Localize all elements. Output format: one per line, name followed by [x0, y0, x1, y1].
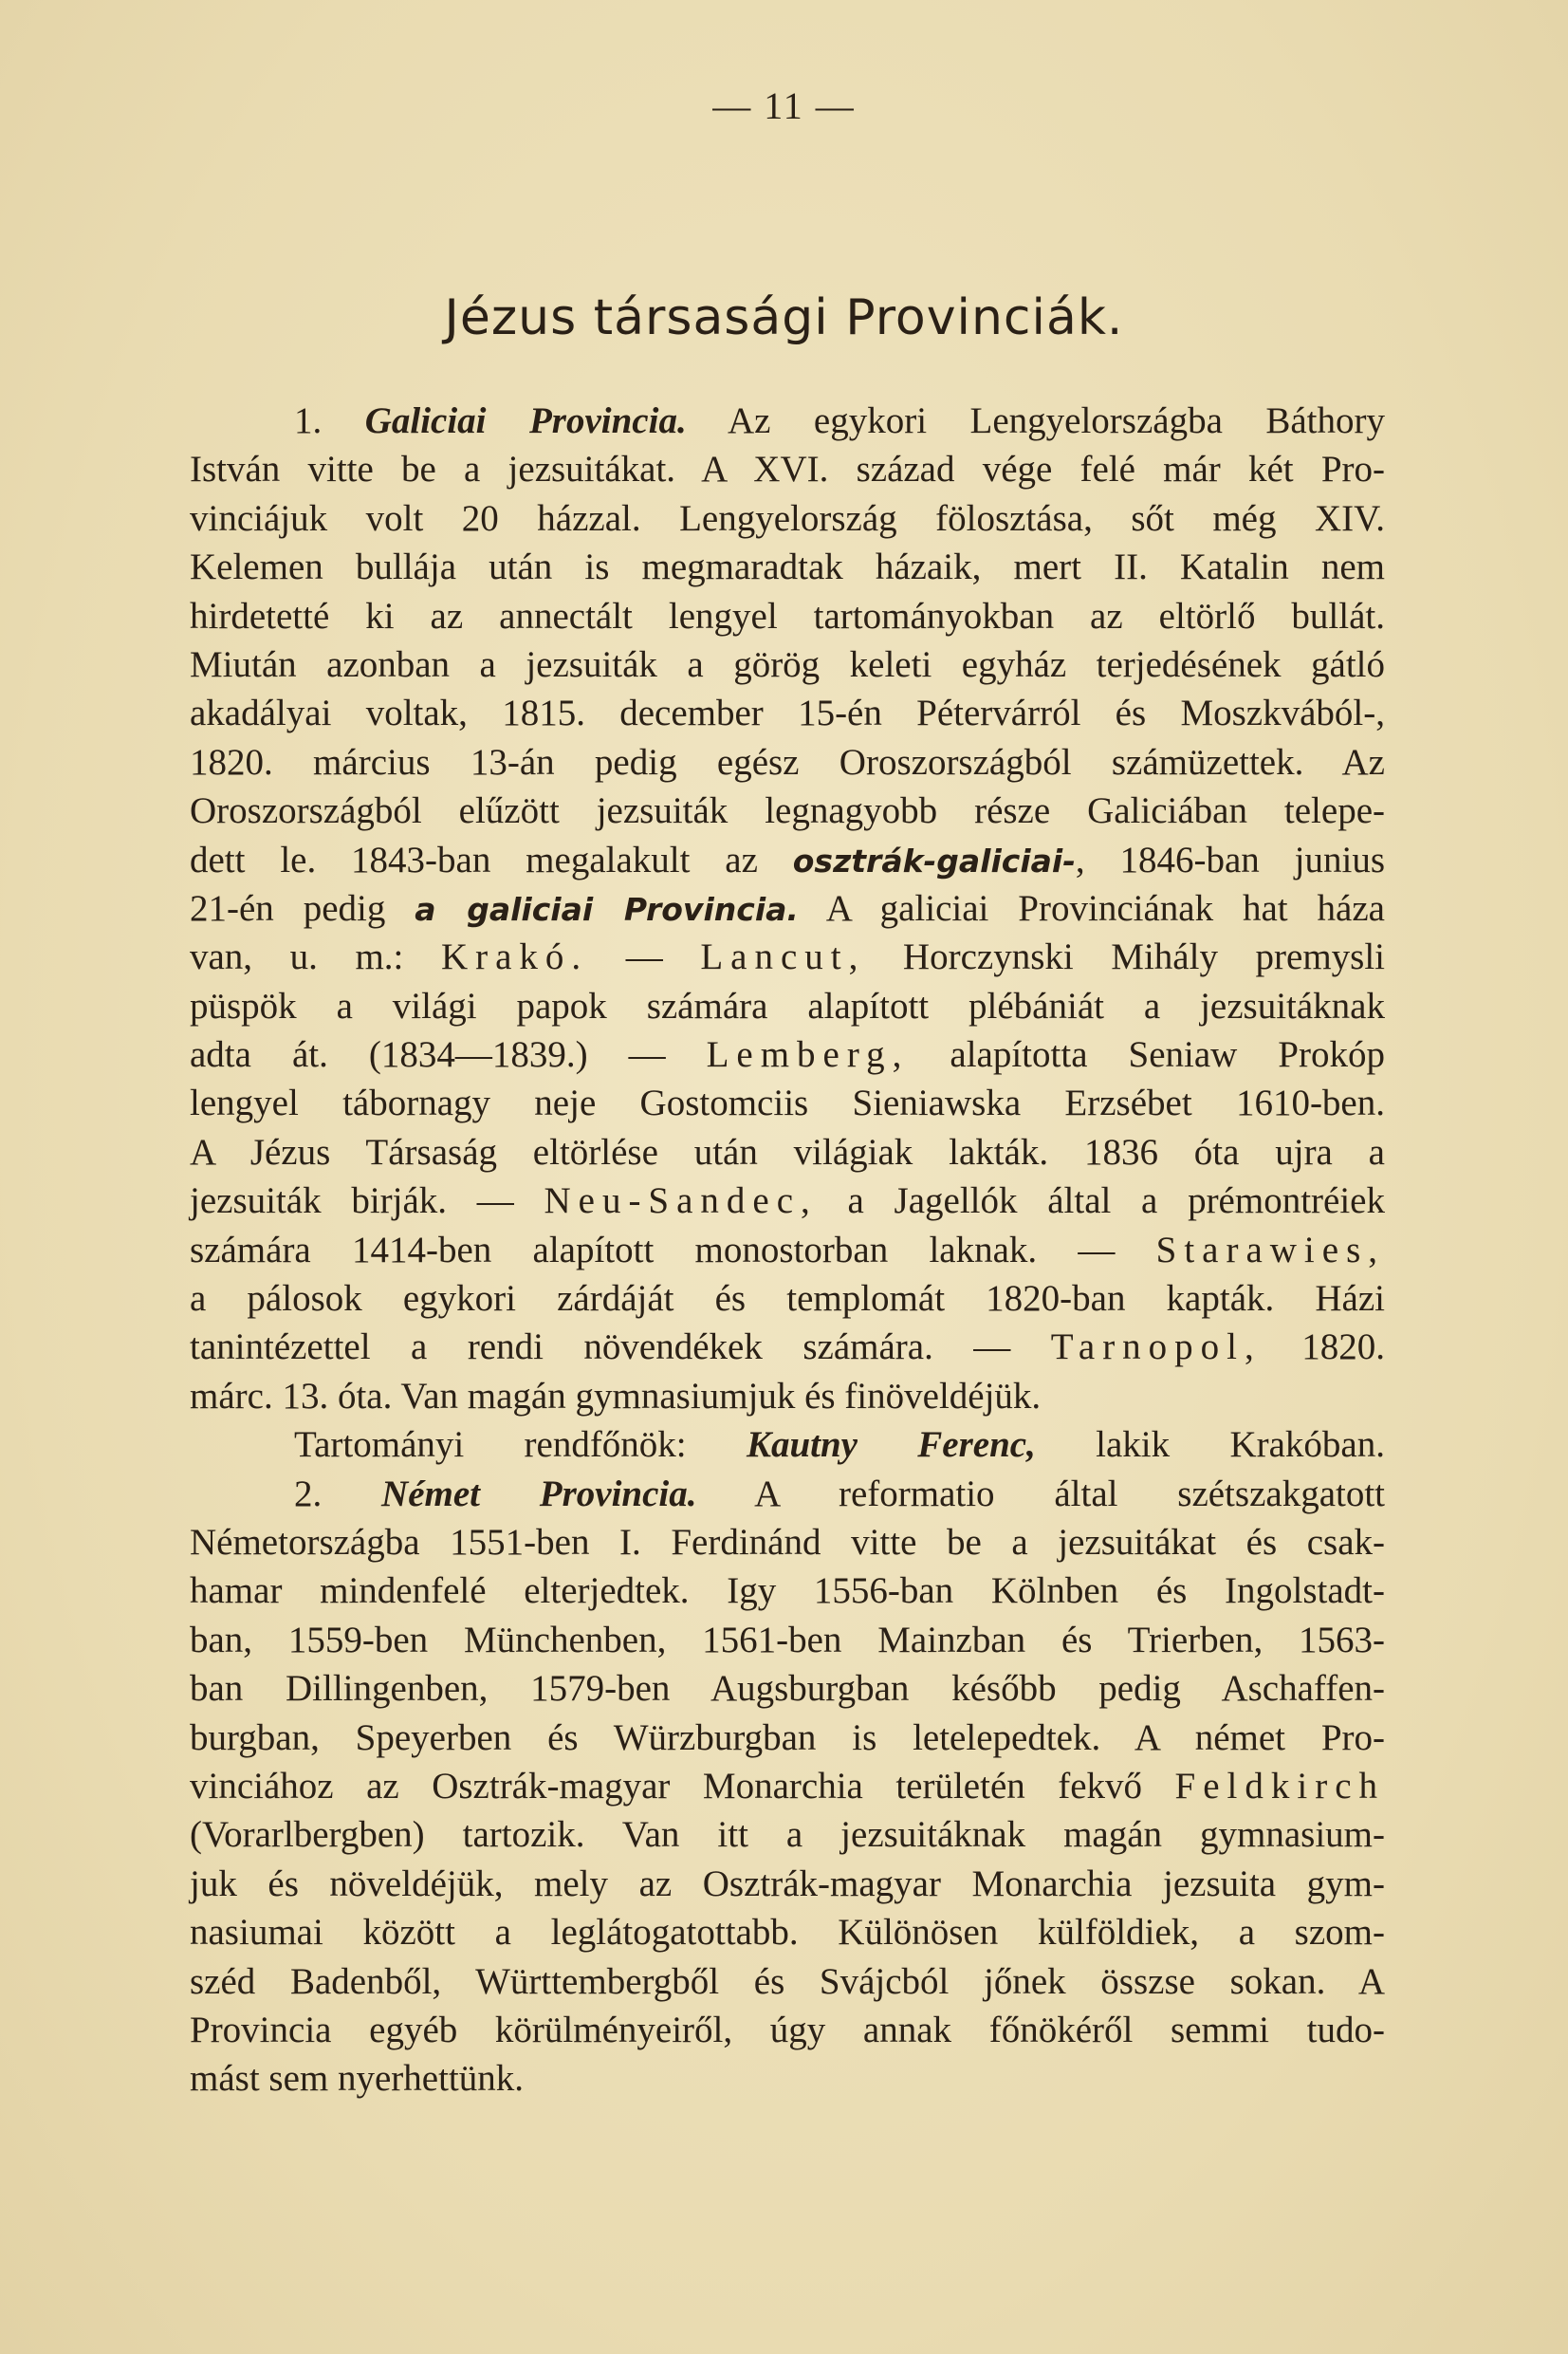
- text-segment: 1820.: [1261, 1326, 1385, 1368]
- text-line: [190, 1714, 1385, 1762]
- text-segment: a Jagellók által a prémontréiek: [817, 1180, 1385, 1222]
- text-segment: , 1846-ban junius: [1075, 839, 1385, 880]
- text-segment: Az egykori Lengyelországba Báthory: [686, 400, 1385, 441]
- text-segment: mást sem nyerhettünk.: [190, 2058, 525, 2100]
- text-line: [190, 640, 1385, 689]
- text-segment: van, u. m.:: [190, 936, 441, 978]
- emphasized-text: a galiciai Provincia.: [415, 890, 799, 928]
- text-line: [190, 884, 1385, 933]
- text-line: [190, 1957, 1385, 2006]
- text-segment: számára 1414-ben alapított monostorban laknak. —: [190, 1229, 1156, 1270]
- text-segment: püspök a világi papok számára alapított plébániát a jezsuitáknak: [190, 985, 1385, 1027]
- text-segment: Horczynski Mihály premysli: [865, 936, 1385, 978]
- text-line: [190, 738, 1385, 787]
- text-segment: Kelemen bullája után is megmaradtak házaik, mert II. Katalin nem: [190, 547, 1385, 588]
- text-segment: széd Badenből, Württembergből és Svájcból jőnek összse sokan. A: [190, 1960, 1385, 2002]
- page-title: Jézus társasági Provinciák.: [444, 289, 1124, 346]
- text-line: [190, 1177, 1385, 1225]
- text-segment: vinciához az Osztrák-magyar Monarchia területén fekvő: [190, 1765, 1175, 1807]
- text-segment: akadályai voltak, 1815. december 15-én Pétervárról és Moszkvából-,: [190, 693, 1385, 734]
- emphasized-text: Lancut,: [700, 936, 866, 978]
- text-segment: tanintézettel a rendi növendékek számára. —: [190, 1326, 1051, 1368]
- text-segment: 21-én pedig: [190, 887, 415, 929]
- text-line: [190, 1664, 1385, 1713]
- text-line: [190, 543, 1385, 591]
- text-segment: juk és növeldéjük, mely az Osztrák-magyar Monarchia jezsuita gym-: [190, 1863, 1385, 1904]
- emphasized-text: Feldkirch: [1174, 1765, 1385, 1807]
- text-line: [190, 1518, 1385, 1566]
- emphasized-text: Galiciai Provincia.: [364, 400, 687, 441]
- text-line: [190, 1810, 1385, 1859]
- text-line: [190, 1908, 1385, 1956]
- text-line: [190, 397, 1385, 445]
- text-segment: burgban, Speyerben és Würzburgban is letelepedtek. A német Pro-: [190, 1716, 1385, 1758]
- text-segment: Provincia egyéb körülményeiről, úgy annak főnökéről semmi tudo-: [190, 2009, 1385, 2050]
- text-line: [190, 445, 1385, 493]
- text-line: [190, 1030, 1385, 1079]
- text-line: [190, 1420, 1385, 1469]
- body-text: [190, 397, 1385, 2104]
- text-line: [190, 1860, 1385, 1908]
- text-segment: hamar mindenfelé elterjedtek. Igy 1556-ban Kölnben és Ingolstadt-: [190, 1570, 1385, 1612]
- emphasized-text: Német Provincia.: [381, 1473, 697, 1514]
- text-segment: alapította Seniaw Prokóp: [909, 1034, 1385, 1076]
- text-segment: A Jézus Társaság eltörlése után világiak lakták. 1836 óta ujra a: [190, 1131, 1385, 1173]
- text-line: [190, 1470, 1385, 1518]
- page-number: — 11 —: [712, 84, 856, 127]
- emphasized-text: Neu-Sandec,: [544, 1180, 818, 1222]
- text-segment: lakik Krakóban.: [1035, 1424, 1385, 1466]
- text-line: [190, 1762, 1385, 1810]
- text-segment: ban, 1559-ben Münchenben, 1561-ben Mainzban és Trierben, 1563-: [190, 1619, 1385, 1660]
- text-segment: márc. 13. óta. Van magán gymnasiumjuk és finöveldéjük.: [190, 1375, 1042, 1417]
- text-segment: 1.: [294, 400, 365, 441]
- text-segment: István vitte be a jezsuitákat. A XVI. század vége felé már két Pro-: [190, 449, 1385, 491]
- text-segment: A galiciai Provinciának hat háza: [798, 887, 1385, 929]
- emphasized-text: Krakó.: [440, 936, 589, 978]
- text-segment: Németországba 1551-ben I. Ferdinánd vitte be a jezsuitákat és csak-: [190, 1521, 1385, 1563]
- emphasized-text: Tarnopol,: [1050, 1326, 1262, 1368]
- text-segment: vinciájuk volt 20 házzal. Lengyelország fölosztása, sőt még XIV.: [190, 497, 1385, 539]
- text-line: [190, 1372, 1385, 1420]
- text-segment: hirdetetté ki az annectált lengyel tartományokban az eltörlő bullát.: [190, 595, 1385, 637]
- text-segment: a pálosok egykori zárdáját és templomát 1820-ban kapták. Házi: [190, 1278, 1385, 1320]
- emphasized-text: Starawies,: [1155, 1229, 1385, 1270]
- emphasized-text: osztrák-galiciai-: [792, 842, 1076, 880]
- text-line: [190, 836, 1385, 884]
- text-line: [190, 1616, 1385, 1664]
- text-segment: adta át. (1834—1839.) —: [190, 1034, 707, 1076]
- text-line: [190, 689, 1385, 737]
- text-segment: 1820. március 13-án pedig egész Oroszországból számüzettek. Az: [190, 741, 1385, 783]
- text-line: [190, 2054, 1385, 2103]
- text-line: [190, 1274, 1385, 1323]
- text-segment: —: [588, 936, 701, 978]
- text-line: [190, 1079, 1385, 1127]
- text-line: [190, 1226, 1385, 1274]
- text-line: [190, 1323, 1385, 1371]
- text-segment: (Vorarlbergben) tartozik. Van itt a jezsuitáknak magán gymnasium-: [190, 1814, 1385, 1856]
- text-line: [190, 2006, 1385, 2054]
- text-segment: lengyel tábornagy neje Gostomciis Sieniawska Erzsébet 1610-ben.: [190, 1083, 1385, 1124]
- text-line: [190, 1566, 1385, 1615]
- text-segment: Miután azonban a jezsuiták a görög keleti egyház terjedésének gátló: [190, 643, 1385, 685]
- text-segment: Oroszországból elűzött jezsuiták legnagyobb része Galiciában telepe-: [190, 790, 1385, 832]
- text-segment: ban Dillingenben, 1579-ben Augsburgban később pedig Aschaffen-: [190, 1668, 1385, 1710]
- text-line: [190, 1128, 1385, 1177]
- text-segment: A reformatio által szétszakgatott: [696, 1473, 1386, 1514]
- emphasized-text: Kautny Ferenc,: [746, 1424, 1036, 1466]
- text-line: [190, 494, 1385, 543]
- text-segment: dett le. 1843-ban megalakult az: [190, 839, 793, 880]
- emphasized-text: Lemberg,: [706, 1034, 910, 1076]
- text-segment: nasiumai között a leglátogatottabb. Különösen külföldiek, a szom-: [190, 1912, 1385, 1954]
- text-segment: 2.: [294, 1473, 382, 1514]
- text-line: [190, 592, 1385, 640]
- text-line: [190, 787, 1385, 835]
- text-line: [190, 933, 1385, 981]
- text-segment: jezsuiták birják. —: [190, 1180, 544, 1222]
- text-line: [190, 982, 1385, 1030]
- text-segment: Tartományi rendfőnök:: [294, 1424, 747, 1466]
